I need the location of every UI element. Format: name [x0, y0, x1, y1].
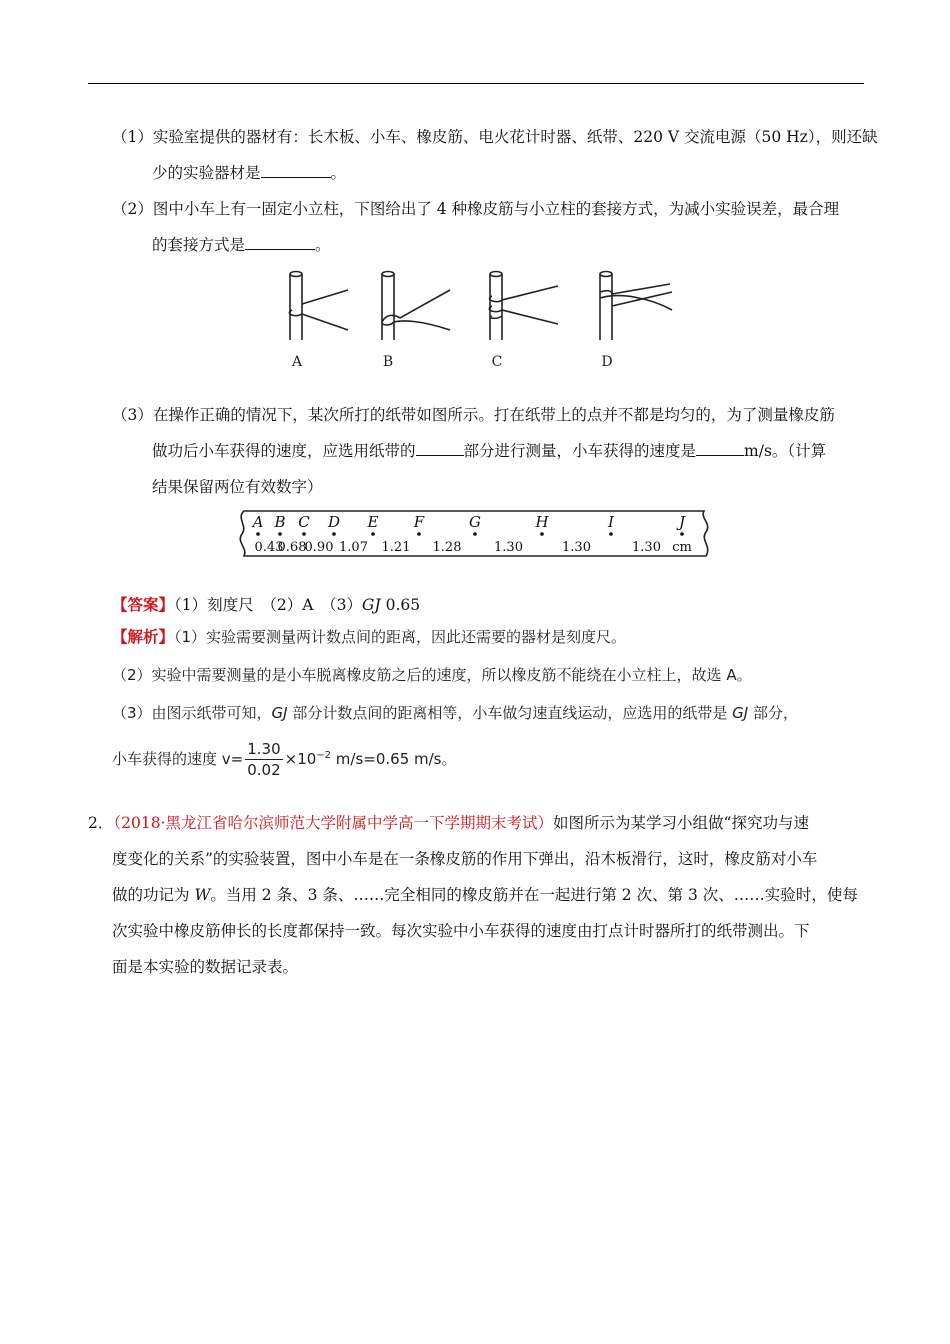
- option-label-d: D: [601, 354, 613, 370]
- q1-part1-line1: （1）实验室提供的器材有：长木板、小车、橡皮筋、电火花计时器、纸带、220 V 交流电源（50 Hz），则还缺: [112, 128, 878, 146]
- q1-part1-text: 少的实验器材是: [152, 164, 261, 182]
- q1-part2-line1: （2）图中小车上有一固定小立柱，下图给出了 4 种橡皮筋与小立柱的套接方式，为减小实验误差，最合理: [112, 200, 840, 218]
- tape-dot: [302, 532, 306, 536]
- q2-line1: [88, 812, 809, 834]
- q1-part3-text-c: m/s。（计算: [744, 442, 827, 460]
- solution-text-3c: 部分计数点间的距离相等，小车做匀速直线运动，应选用的纸带是: [287, 704, 733, 722]
- tape-distance-label: 0.90: [304, 540, 334, 555]
- answer-blank: [696, 441, 744, 456]
- q1-part3-text-b: 部分进行测量，小车获得的速度是: [463, 442, 697, 460]
- velocity-fraction: [245, 739, 282, 780]
- solution-line1: [112, 626, 626, 648]
- solution-text-3d: GJ: [732, 704, 749, 722]
- tape-point-label: C: [298, 513, 310, 531]
- tape-distance-label: 1.21: [381, 540, 411, 555]
- solution-text-4a: 小车获得的速度 v=: [112, 750, 244, 768]
- answer-text-a: （1）刻度尺 （2）A （3）: [174, 596, 363, 614]
- header-rule: [88, 83, 864, 84]
- solution-line4: [112, 734, 457, 781]
- tape-distance-label: 0.43: [254, 540, 284, 555]
- tape-point-label: A: [252, 513, 264, 531]
- solution-label: 【解析】: [112, 627, 175, 646]
- rubber-band-diagram: [270, 262, 690, 377]
- answer-blank: [261, 163, 331, 178]
- q2-source: （2018·黑龙江省哈尔滨师范大学附属中学高一下学期期末考试）: [113, 814, 554, 832]
- tape-distance-label: 1.30: [632, 540, 661, 555]
- solution-text-3a: （3）由图示纸带可知，: [112, 704, 272, 722]
- post-b: [382, 272, 450, 341]
- tape-distance-label: 1.30: [562, 540, 591, 555]
- tape-distance-label: 1.07: [339, 540, 368, 555]
- tape-dot: [417, 532, 421, 536]
- solution-text-4c: m/s=0.65 m/s。: [331, 750, 457, 768]
- q1-part1-line2: [152, 162, 346, 184]
- tape-point-label: D: [327, 513, 341, 531]
- answer-blank: [416, 441, 464, 456]
- tape-point-label: G: [469, 513, 481, 531]
- q2-line3: [112, 884, 858, 906]
- solution-text-1: （1）实验需要测量两计数点间的距离，因此还需要的器材是刻度尺。: [174, 628, 627, 646]
- fraction-denominator: 0.02: [247, 761, 281, 779]
- solution-exponent: −2: [316, 750, 332, 761]
- solution-text-3b: GJ: [271, 704, 288, 722]
- solution-line2: （2）实验中需要测量的是小车脱离橡皮筋之后的速度，所以橡皮筋不能绕在小立柱上，故选 A。: [112, 666, 752, 684]
- q2-line5: 面是本实验的数据记录表。: [112, 958, 299, 976]
- tape-dot: [609, 532, 613, 536]
- tape-point-label: H: [535, 513, 549, 531]
- tape-distance-label: 1.28: [432, 540, 462, 555]
- tape-distance-label: 0.68: [277, 540, 307, 555]
- q2-number: 2．: [88, 814, 114, 832]
- fraction-numerator: 1.30: [247, 740, 281, 758]
- q1-part3-text-a: 做功后小车获得的速度，应选用纸带的: [152, 442, 416, 460]
- option-label-c: C: [491, 354, 503, 370]
- tape-dot: [473, 532, 477, 536]
- solution-line3: [112, 702, 798, 724]
- q2-text-3a: 做的功记为: [112, 886, 195, 904]
- q2-work-symbol: W: [194, 886, 211, 904]
- q1-part3-line2: [152, 440, 826, 462]
- tape-point-label: I: [608, 513, 614, 531]
- post-a: [289, 272, 348, 341]
- tape-dot: [540, 532, 544, 536]
- tape-unit-label: cm: [672, 540, 692, 555]
- option-label-a: A: [291, 354, 303, 370]
- q1-part3-line3: 结果保留两位有效数字）: [152, 478, 323, 496]
- tape-dot: [680, 532, 684, 536]
- tape-dot: [256, 532, 260, 536]
- tape-point-label: B: [274, 513, 286, 531]
- q1-part2-end: 。: [315, 236, 331, 254]
- q2-line2: 度变化的关系”的实验装置，图中小车是在一条橡皮筋的作用下弹出，沿木板滑行，这时，橡皮筋对小车: [112, 850, 818, 868]
- post-d: [600, 272, 672, 341]
- tape-point-label: F: [413, 513, 425, 531]
- q1-part3-line1: （3）在操作正确的情况下，某次所打的纸带如图所示。打在纸带上的点并不都是均匀的，为了测量橡皮筋: [112, 406, 835, 424]
- answer-text-c: 0.65: [380, 596, 421, 614]
- paper-tape-diagram: [230, 506, 720, 562]
- tape-dot: [371, 532, 375, 536]
- tape-distance-label: 1.30: [494, 540, 523, 555]
- answer-blank: [245, 235, 315, 250]
- tape-point-label: E: [367, 513, 379, 531]
- tape-dot: [278, 532, 282, 536]
- q2-text-1: 如图所示为某学习小组做“探究功与速: [553, 814, 809, 832]
- q1-part2-text: 的套接方式是: [152, 236, 246, 254]
- option-label-b: B: [382, 354, 394, 370]
- q1-part2-line2: [152, 234, 331, 256]
- solution-text-3e: 部分，: [748, 704, 798, 722]
- tape-point-label: J: [678, 513, 686, 531]
- q2-text-3c: 。当用 2 条、3 条、……完全相同的橡皮筋并在一起进行第 2 次、第 3 次、……实验时，使每: [210, 886, 858, 904]
- q1-part1-end: 。: [330, 164, 347, 182]
- answer-line: [112, 594, 420, 616]
- tape-dot: [332, 532, 336, 536]
- answer-text-b: GJ: [362, 596, 381, 614]
- q2-line4: 次实验中橡皮筋伸长的长度都保持一致。每次实验中小车获得的速度由打点计时器所打的纸带测出。下: [112, 922, 810, 940]
- answer-label: 【答案】: [112, 595, 175, 614]
- solution-text-4b: ×10: [284, 750, 317, 768]
- post-c: [489, 272, 558, 341]
